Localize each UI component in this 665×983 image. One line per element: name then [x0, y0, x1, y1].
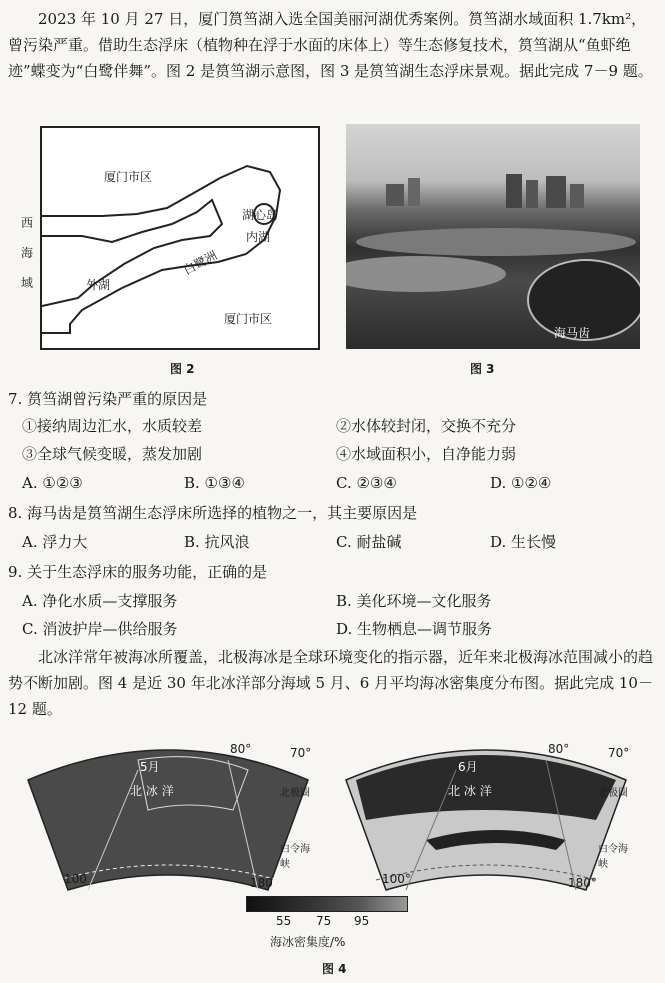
- q9-option-a: A. 净化水质—支撑服务: [22, 592, 178, 610]
- may-label-strait: 白令海峡: [280, 844, 310, 870]
- q7-stem: 7. 筼筜湖曾污染严重的原因是: [8, 390, 208, 408]
- lake-outline-drawing: [42, 128, 318, 348]
- legend-tick-55: 55: [276, 914, 292, 928]
- june-label-lon70: 70°: [608, 746, 630, 760]
- q7-option-a: A. ①②③: [22, 474, 83, 492]
- label-xiamen-top: 厦门市区: [104, 170, 153, 184]
- q7-option-b: B. ①③④: [184, 474, 245, 492]
- q8-option-d: D. 生长慢: [490, 533, 557, 551]
- q9-stem: 9. 关于生态浮床的服务功能，正确的是: [8, 563, 268, 581]
- june-label-lon80: 80°: [548, 742, 570, 756]
- q7-item-2: ②水体较封闭，交换不充分: [336, 417, 517, 435]
- q8-option-b: B. 抗风浪: [184, 533, 250, 551]
- label-inner-lake: 内湖: [246, 230, 271, 244]
- legend-color-bar: [246, 896, 408, 912]
- june-label-circle: 北极圈: [598, 788, 628, 799]
- may-label-lon80: 80°: [230, 742, 252, 756]
- june-label-lon180: 180°: [568, 876, 597, 890]
- q9-option-c: C. 消波护岸—供给服务: [22, 620, 178, 638]
- may-label-circle: 北极圈: [280, 788, 310, 799]
- may-label-arctic: 北 冰 洋: [130, 784, 174, 798]
- q9-option-b: B. 美化环境—文化服务: [336, 592, 492, 610]
- sea-ice-map-may: [18, 740, 318, 900]
- june-label-strait: 白令海峡: [598, 844, 628, 870]
- sea-ice-map-june: [336, 740, 636, 900]
- may-map-drawing: [18, 740, 318, 900]
- legend-tick-95: 95: [354, 914, 370, 928]
- lake-schematic-map: [20, 126, 320, 350]
- may-label-lon100: 100: [64, 872, 87, 886]
- fig3-caption: 图 3: [470, 362, 495, 376]
- may-label-month: 5月: [140, 760, 160, 774]
- legend-tick-75: 75: [316, 914, 332, 928]
- intro-paragraph-2: 北冰洋常年被海冰所覆盖，北极海冰是全球环境变化的指示器，近年来北极海冰范围减小的趋势不断加剧。图 4 是近 30 年北冰洋部分海域 5 月、6 月平均海冰密集度分布图。据此完成 10－12 题。: [8, 648, 654, 718]
- q8-option-c: C. 耐盐碱: [336, 533, 402, 551]
- june-label-lon100: 100°: [382, 872, 411, 886]
- intro-paragraph-1: 2023 年 10 月 27 日，厦门筼筜湖入选全国美丽河湖优秀案例。筼筜湖水域面积 1.7km²，曾污染严重。借助生态浮床（植物种在浮于水面的床体上）等生态修复技术，筼筜湖从“鱼虾绝迹”蝶变为“白鹭伴舞”。图 2 是筼筜湖示意图，图 3 是筼筜湖生态浮床景观。据此完成 7－9 题。: [8, 10, 653, 80]
- fig2-caption: 图 2: [170, 362, 195, 376]
- june-label-arctic: 北 冰 洋: [448, 784, 492, 798]
- q8-option-a: A. 浮力大: [22, 533, 88, 551]
- may-label-lon70: 70°: [290, 746, 312, 760]
- june-label-month: 6月: [458, 760, 478, 774]
- label-west-sea: 西 海 域: [20, 216, 33, 290]
- photo-drawing: [346, 124, 640, 349]
- label-egret-island: 白鹭洲: [181, 248, 220, 278]
- label-xiamen-bottom: 厦门市区: [224, 312, 273, 326]
- label-outer-lake: 外湖: [86, 278, 111, 292]
- q7-option-c: C. ②③④: [336, 474, 397, 492]
- fig4-caption: 图 4: [322, 962, 347, 976]
- label-sea-purslane: 海马齿: [554, 326, 591, 340]
- floating-bed-photo: [346, 124, 640, 349]
- q7-item-4: ④水域面积小，自净能力弱: [336, 445, 517, 463]
- q7-option-d: D. ①②④: [490, 474, 552, 492]
- q7-item-3: ③全球气候变暖，蒸发加剧: [22, 445, 203, 463]
- legend-title: 海冰密集度/%: [270, 935, 346, 949]
- may-label-lon180: 180: [250, 876, 273, 890]
- q8-stem: 8. 海马齿是筼筜湖生态浮床所选择的植物之一，其主要原因是: [8, 504, 418, 522]
- label-heart-island: 湖心岛: [242, 208, 279, 222]
- q7-item-1: ①接纳周边汇水，水质较差: [22, 417, 203, 435]
- q9-option-d: D. 生物栖息—调节服务: [336, 620, 493, 638]
